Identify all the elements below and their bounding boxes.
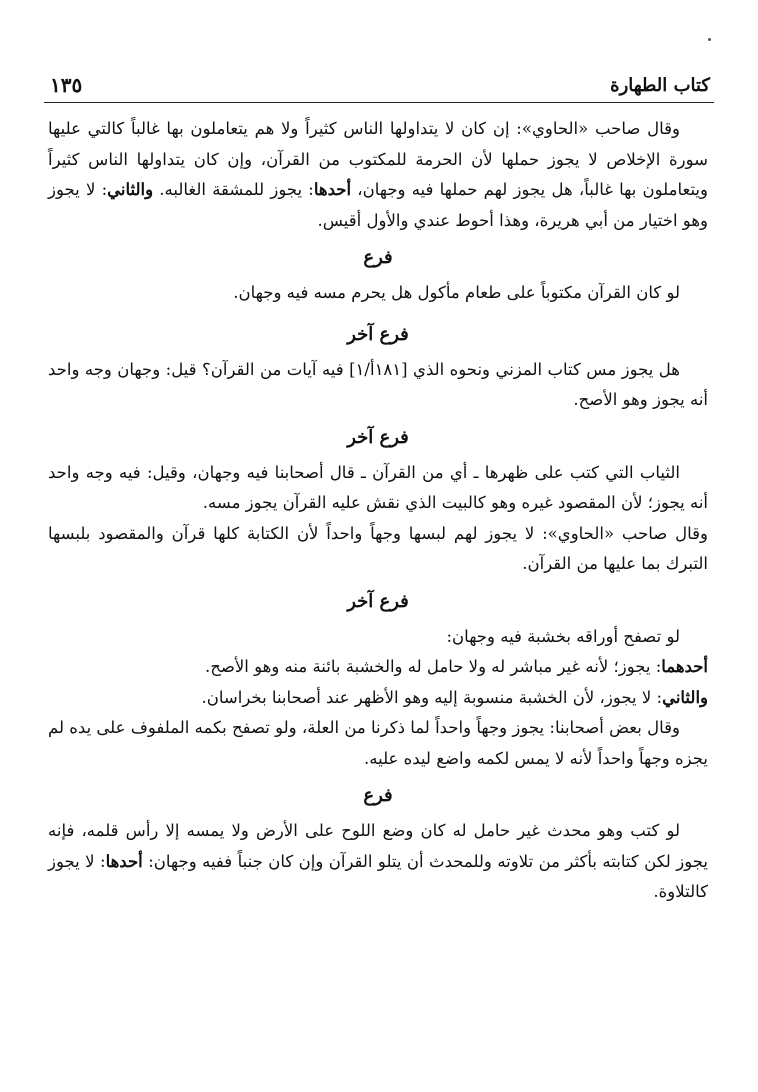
paragraph-hawi-opinion [48,114,708,236]
paragraph: وقال بعض أصحابنا: يجوز وجهاً واحداً لما ذكرنا من العلة، ولو تصفح بكمه الملفوف على يده لم يجزه وجهاً واحداً لأنه لا يمس لكمه واضع ليده عليه. [48,718,708,768]
paragraph [48,816,708,908]
bold-term: أحدها [313,180,352,199]
text-run: : لا يجوز وهو اختيار من أبي هريرة، وهذا أحوط عندي والأول أقيس. [48,180,708,230]
text-run: : يجوز؛ لأنه غير مباشر له ولا حامل له والخشبة بائنة منه وهو الأصح. [204,657,662,676]
text-run: : يجوز للمشقة الغالبه. [153,180,314,199]
bold-term: والثاني [107,180,154,199]
paragraph: هل يجوز مس كتاب المزني ونحوه الذي [١٨١أ/١] فيه آيات من القرآن؟ قيل: وجهان وجه واحد أنه يجوز وهو الأصح. [48,359,708,409]
paragraph: وقال صاحب «الحاوي»: لا يجوز لهم لبسها وجهاً واحداً لأن الكتابة كلها قرآن والمقصود بلبسها التبرك بما عليها من القرآن. [48,523,708,573]
text-run: : لا يجوز، لأن الخشبة منسوبة إليه وهو الأظهر عند أصحابنا بخراسان. [201,687,663,707]
section-heading: فرع آخر [347,590,409,612]
running-title: كتاب الطهارة [610,74,710,96]
paragraph [48,652,708,683]
text-run: وقال صاحب «الحاوي»: إن كان لا يتداولها الناس كثيراً ولا هم يتعاملون بها غالباً كالتي عليها سورة الإخلاص لا يجوز حملها لأن الحرمة للمكتوب من القرآن، وإن كان يتداولها الناس كثيراً ويتعاملون بها غالباً، هل يجوز لهم حملها فيه وجهان، [48,119,708,199]
paragraph: الثياب التي كتب على ظهرها ـ أي من القرآن ـ قال أصحابنا فيه وجهان، وقيل: فيه وجه واحد أنه يجوز؛ لأن المقصود غيره وهو كالبيت الذي نقش عليه القرآن يجوز مسه. [48,462,708,512]
page-header [50,70,710,100]
section-heading: فرع آخر [347,323,409,345]
bold-term: أحدهما [661,657,708,676]
text-run: : لا يجوز كالتلاوة. [48,851,708,901]
section-heading: فرع [363,785,393,806]
section-heading: فرع [363,247,393,268]
header-rule [44,102,714,103]
section-heading: فرع آخر [347,426,409,448]
text-run: لو كتب وهو محدث غير حامل له كان وضع اللوح على الأرض ولا يمسه إلا رأس قلمه، فإنه يجوز لكن كتابته بأكثر من تلاوته وللمحدث أن يتلو القرآن وإن كان جنباً ففيه وجهان: [48,821,708,871]
paragraph: لو تصفح أوراقه بخشبة فيه وجهان: [446,626,680,646]
bold-term: أحدها [105,851,143,871]
page-number: ١٣٥ [50,73,83,97]
paragraph: لو كان القرآن مكتوباً على طعام مأكول هل يحرم مسه فيه وجهان. [233,283,680,302]
page-speck [708,38,711,41]
bold-term: والثاني [662,687,708,707]
paragraph [48,683,708,714]
page-body [48,114,708,908]
